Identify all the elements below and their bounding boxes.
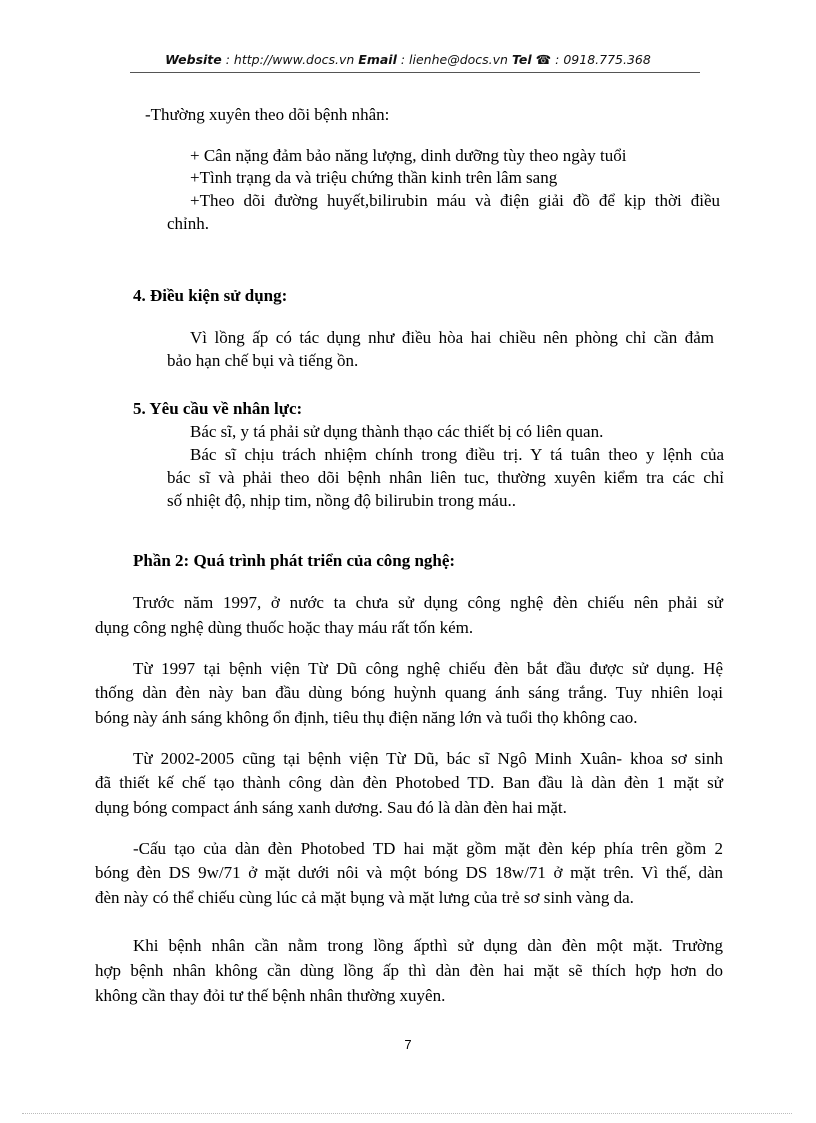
paragraph-line: đèn này có thể chiếu cùng lúc cả mặt bụng và mặt lưng của trẻ sơ sinh vàng da. (95, 888, 634, 907)
section5-line: bác sĩ và phải theo dõi bệnh nhân liên tuc, thường xuyên kiểm tra các chỉ (167, 468, 724, 487)
monitor-item: + Cân nặng đảm bảo năng lượng, dinh dưỡng tùy theo ngày tuổi (190, 146, 627, 165)
email-label: Email (358, 52, 397, 67)
email-value: : lienhe@docs.vn (396, 52, 512, 67)
paragraph-line: Từ 1997 tại bệnh viện Từ Dũ công nghệ chiếu đèn bắt đầu được sử dụng. Hệ (133, 659, 723, 678)
paragraph-line: bóng này ánh sáng không ổn định, tiêu thụ điện năng lớn và tuổi thọ không cao. (95, 708, 638, 727)
paragraph-line: dụng bóng compact ánh sáng xanh dương. Sau đó là dàn đèn hai mặt. (95, 798, 567, 817)
paragraph-line: dụng công nghệ dùng thuốc hoặc thay máu rất tốn kém. (95, 618, 474, 637)
section4-line: Vì lồng ấp có tác dụng như điều hòa hai chiều nên phòng chỉ cần đảm (190, 328, 714, 347)
website-value: : http://www.docs.vn (221, 52, 359, 67)
paragraph-line: Trước năm 1997, ở nước ta chưa sử dụng công nghệ đèn chiếu nên phải sử (133, 593, 723, 612)
monitor-item: +Theo dõi đường huyết,bilirubin máu và điện giải đồ để kịp thời điều (190, 191, 720, 210)
tel-value: : 0918.775.368 (551, 52, 651, 67)
header-rule (130, 72, 700, 73)
section4-line: bảo hạn chế bụi và tiếng ồn. (167, 351, 359, 370)
page-bottom-rule (22, 1113, 792, 1114)
section5-line: Bác sĩ chịu trách nhiệm chính trong điều trị. Y tá tuân theo y lệnh của (190, 445, 724, 464)
paragraph-line: đã thiết kế chế tạo thành công dàn đèn Photobed TD. Ban đầu là dàn đèn 1 mặt sử (95, 773, 723, 792)
page-header (0, 52, 816, 67)
part2-heading: Phần 2: Quá trình phát triển của công nghệ: (133, 551, 456, 570)
paragraph-line: hợp bệnh nhân không cần dùng lồng ấp thì dàn đèn hai mặt sẽ thích hợp hơn do (95, 961, 723, 980)
monitor-intro: -Thường xuyên theo dõi bệnh nhân: (145, 105, 390, 124)
tel-label: Tel (511, 52, 532, 67)
monitor-item: chỉnh. (167, 214, 210, 233)
section5-heading: 5. Yêu cầu về nhân lực: (133, 399, 303, 418)
paragraph-line: Từ 2002-2005 cũng tại bệnh viện Từ Dũ, bác sĩ Ngô Minh Xuân- khoa sơ sinh (133, 749, 723, 768)
section4-heading: 4. Điều kiện sử dụng: (133, 286, 288, 305)
section5-line: số nhiệt độ, nhịp tim, nồng độ bilirubin trong máu.. (167, 491, 516, 510)
paragraph-line: Khi bệnh nhân cần nằm trong lồng ấpthì sử dụng dàn đèn một mặt. Trường (133, 936, 723, 955)
monitor-item: +Tình trạng da và triệu chứng thần kinh trên lâm sang (190, 168, 558, 187)
section5-line: Bác sĩ, y tá phải sử dụng thành thạo các thiết bị có liên quan. (190, 422, 604, 441)
paragraph-line: thống dàn đèn này ban đầu dùng bóng huỳnh quang ánh sáng trắng. Tuy nhiên loại (95, 683, 723, 702)
page-number: 7 (404, 1037, 412, 1052)
website-label: Website (165, 52, 222, 67)
paragraph-line: -Cấu tạo của dàn đèn Photobed TD hai mặt gồm mặt đèn kép phía trên gồm 2 (133, 839, 723, 858)
phone-icon: ☎ (535, 52, 552, 67)
paragraph-line: bóng đèn DS 9w/71 ở mặt dưới nôi và một bóng DS 18w/71 ở mặt trên. Vì thế, dàn (95, 863, 723, 882)
paragraph-line: không cần thay đỏi tư thế bệnh nhân thường xuyên. (95, 986, 446, 1005)
